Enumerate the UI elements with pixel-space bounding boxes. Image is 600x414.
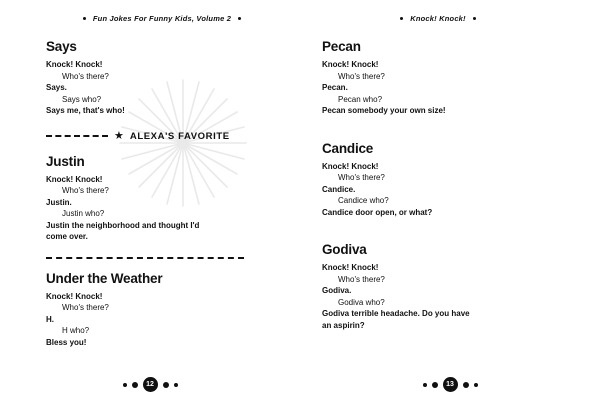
joke-entry	[46, 39, 278, 117]
joke-entry	[46, 271, 278, 349]
joke-line: an aspirin?	[322, 320, 365, 330]
joke-line: Candice who?	[338, 196, 389, 205]
left-running-head-text: Fun Jokes For Funny Kids, Volume 2	[92, 14, 232, 23]
left-running-head	[46, 14, 278, 23]
footer-dot-icon	[423, 383, 427, 387]
footer-dot-icon	[132, 382, 138, 388]
right-page-footer	[300, 377, 600, 392]
joke-line: Candice door open, or what?	[322, 207, 433, 217]
joke-line: Knock! Knock!	[322, 60, 379, 69]
joke-line: Justin.	[46, 197, 72, 207]
joke-line: Knock! Knock!	[46, 291, 103, 301]
right-page	[300, 0, 600, 414]
joke-title: Godiva	[322, 242, 367, 257]
right-running-head-text: Knock! Knock!	[410, 14, 466, 23]
joke-line: Who's there?	[338, 274, 385, 284]
joke-line: H who?	[62, 326, 90, 335]
joke-title: Pecan	[322, 39, 361, 54]
joke-line: Knock! Knock!	[322, 263, 379, 272]
joke-line: Pecan somebody your own size!	[322, 106, 446, 115]
right-joke-list	[322, 39, 554, 331]
joke-title: Under the Weather	[46, 270, 163, 286]
joke-line: Bless you!	[46, 337, 87, 347]
footer-dot-icon	[174, 383, 178, 387]
bullet-icon	[400, 17, 403, 20]
dashed-rule	[46, 135, 108, 137]
joke-line: Says who?	[62, 94, 102, 104]
joke-line: H.	[46, 314, 54, 324]
joke-title: Candice	[322, 140, 374, 156]
joke-line: Says.	[46, 83, 67, 92]
left-joke-list	[46, 39, 278, 348]
joke-line: Godiva.	[322, 286, 352, 295]
joke-line: Knock! Knock!	[322, 161, 379, 171]
page-number: 12	[143, 377, 158, 392]
footer-dot-icon	[432, 382, 438, 388]
joke-line: Pecan who?	[338, 94, 383, 104]
joke-line: Who's there?	[338, 173, 385, 182]
joke-title: Says	[46, 39, 77, 54]
joke-line: Godiva terrible headache. Do you have	[322, 309, 470, 318]
joke-line: Knock! Knock!	[46, 60, 103, 69]
star-icon: ★	[114, 129, 124, 142]
joke-line: Justin the neighborhood and thought I'd	[46, 220, 200, 230]
joke-line: Justin who?	[62, 209, 105, 218]
footer-dot-icon	[163, 382, 169, 388]
favorite-divider	[46, 131, 278, 142]
joke-line: Who's there?	[62, 186, 109, 195]
joke-line: Godiva who?	[338, 297, 385, 307]
joke-line: Candice.	[322, 184, 356, 194]
joke-line: Who's there?	[62, 71, 109, 81]
joke-title: Justin	[46, 153, 85, 169]
joke-line: Says me, that's who!	[46, 106, 125, 115]
footer-dot-icon	[474, 383, 478, 387]
section-divider	[46, 257, 244, 259]
footer-dot-icon	[463, 382, 469, 388]
right-running-head	[322, 14, 554, 23]
joke-entry	[322, 39, 554, 117]
bullet-icon	[473, 17, 476, 20]
joke-line: come over.	[46, 232, 88, 241]
joke-entry	[46, 154, 278, 243]
joke-line: Who's there?	[338, 71, 385, 81]
page-number: 13	[443, 377, 458, 392]
joke-line: Knock! Knock!	[46, 174, 103, 184]
bullet-icon	[83, 17, 86, 20]
bullet-icon	[238, 17, 241, 20]
footer-dot-icon	[123, 383, 127, 387]
joke-line: Pecan.	[322, 83, 348, 92]
joke-entry	[322, 242, 554, 331]
joke-line: Who's there?	[62, 303, 109, 312]
joke-entry	[322, 141, 554, 219]
left-page-footer	[0, 377, 300, 392]
favorite-label: ALEXA'S FAVORITE	[129, 130, 230, 142]
